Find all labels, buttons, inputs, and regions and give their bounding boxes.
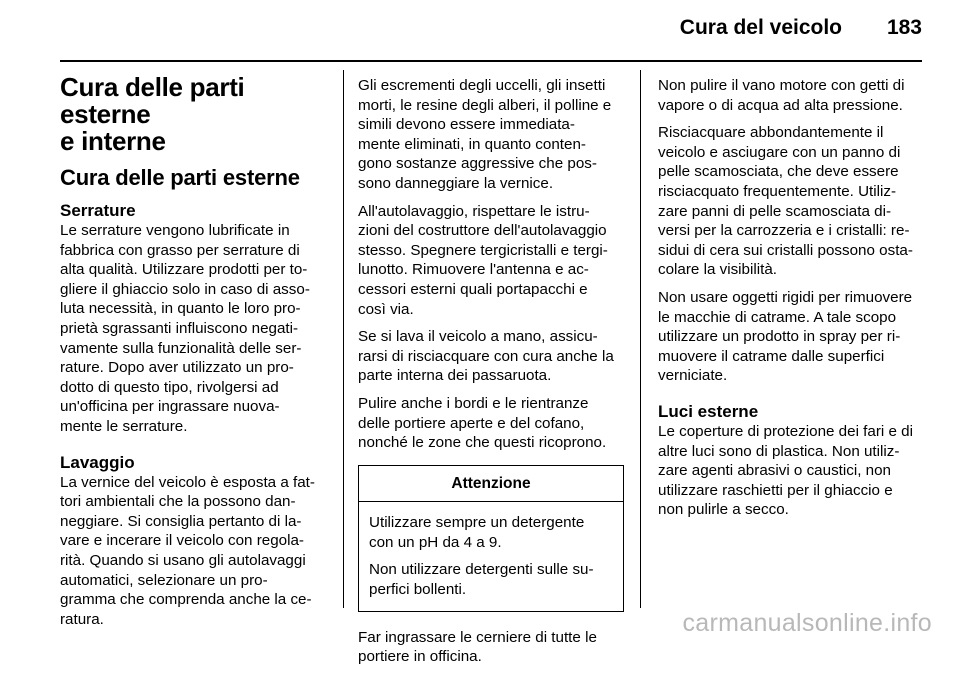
paragraph-luci-esterne: Le coperture di protezione dei fari e di altre luci sono di plastica. Non utiliz- zare agenti abrasivi o caustici, non utilizzare raschietti per il ghiaccio e non pulirle a secco.	[658, 422, 913, 519]
warning-title: Attenzione	[359, 466, 623, 503]
column-middle	[358, 76, 624, 675]
paragraph-vano-motore: Non pulire il vano motore con getti di vapore o di acqua ad alta pressione.	[658, 77, 905, 114]
warning-text-hot: Non utilizzare detergenti sulle su- perfici bollenti.	[369, 561, 594, 599]
paragraph-escrementi: Gli escrementi degli uccelli, gli insetti morti, le resine degli alberi, il polline e simili devono essere immediata- mente eliminati, in quanto conten- gono sostanze aggressive che pos- sono danneggiare la vernice.	[358, 77, 612, 192]
paragraph-lavaggio: La vernice del veicolo è esposta a fat- tori ambientali che la possono dan- neggiare. Si consiglia pertanto di la- vare e incerare il veicolo con regola- rità. Quando si usano gli autolavaggi automatici, selezionare un pro- gramma che comprenda anche la ce- ratura.	[60, 473, 315, 628]
page-header	[60, 14, 922, 64]
heading-lavaggio: Lavaggio	[60, 452, 135, 472]
warning-body	[359, 502, 623, 610]
paragraph-catrame: Non usare oggetti rigidi per rimuovere le macchie di catrame. A tale scopo utilizzare un prodotto in spray per ri- muovere il catrame dalle superfici verniciate.	[658, 288, 913, 385]
paragraph-autolavaggio: All'autolavaggio, rispettare le istru- zioni del costruttore dell'autolavaggio stesso. Spegnere tergicristalli e tergi- lunotto. Rimuovere l'antenna e ac- cessori esterni quali portapacchi e così via.	[358, 202, 608, 318]
paragraph-risciacquare: Risciacquare abbondantemente il veicolo e asciugare con un panno di pelle scamosciata, che deve essere risciacquato frequentemente. Utiliz- zare panni di pelle scamosciata di- versi per la carrozzeria e i cristalli: re- sidui di cera sui cristalli possono osta- colare la visibilità.	[658, 124, 913, 279]
column-right	[658, 76, 926, 528]
header-title: Cura del veicolo	[679, 16, 842, 39]
warning-text-ph: Utilizzare sempre un detergente con un pH da 4 a 9.	[369, 514, 585, 551]
column-divider-2	[640, 70, 641, 608]
column-divider-1	[343, 70, 344, 608]
paragraph-cerniere: Far ingrassare le cerniere di tutte le portiere in officina.	[358, 628, 597, 666]
heading-serrature: Serrature	[60, 201, 136, 220]
page-number: 183	[886, 16, 922, 39]
column-left	[60, 70, 328, 637]
paragraph-bordi: Pulire anche i bordi e le rientranze delle portiere aperte e del cofano, nonché le zone che questi ricoprono.	[358, 394, 607, 452]
section-subtitle: Cura delle parti esterne	[60, 165, 300, 190]
warning-box	[358, 465, 624, 612]
header-divider	[60, 60, 922, 62]
paragraph-lavaggio-mano: Se si lava il veicolo a mano, assicu- rarsi di risciacquare con cura anche la parte interna dei passaruota.	[358, 328, 614, 385]
paragraph-serrature: Le serrature vengono lubrificate in fabbrica con grasso per serrature di alta qualità. Utilizzare prodotti per to- gliere il ghiaccio solo in caso di asso- luta necessità, in quanto le loro pro- prietà sgrassanti influiscono negati- vamente sulla funzionalità delle ser- rature. Dopo aver utilizzato un pro- dotto di questo tipo, rivolgersi ad un'officina per ingrassare nuova- mente le serrature.	[60, 222, 310, 435]
section-title: Cura delle parti esterne e interne	[60, 72, 245, 156]
heading-luci-esterne: Luci esterne	[658, 401, 759, 421]
watermark: carmanualsonline.info	[682, 609, 932, 637]
